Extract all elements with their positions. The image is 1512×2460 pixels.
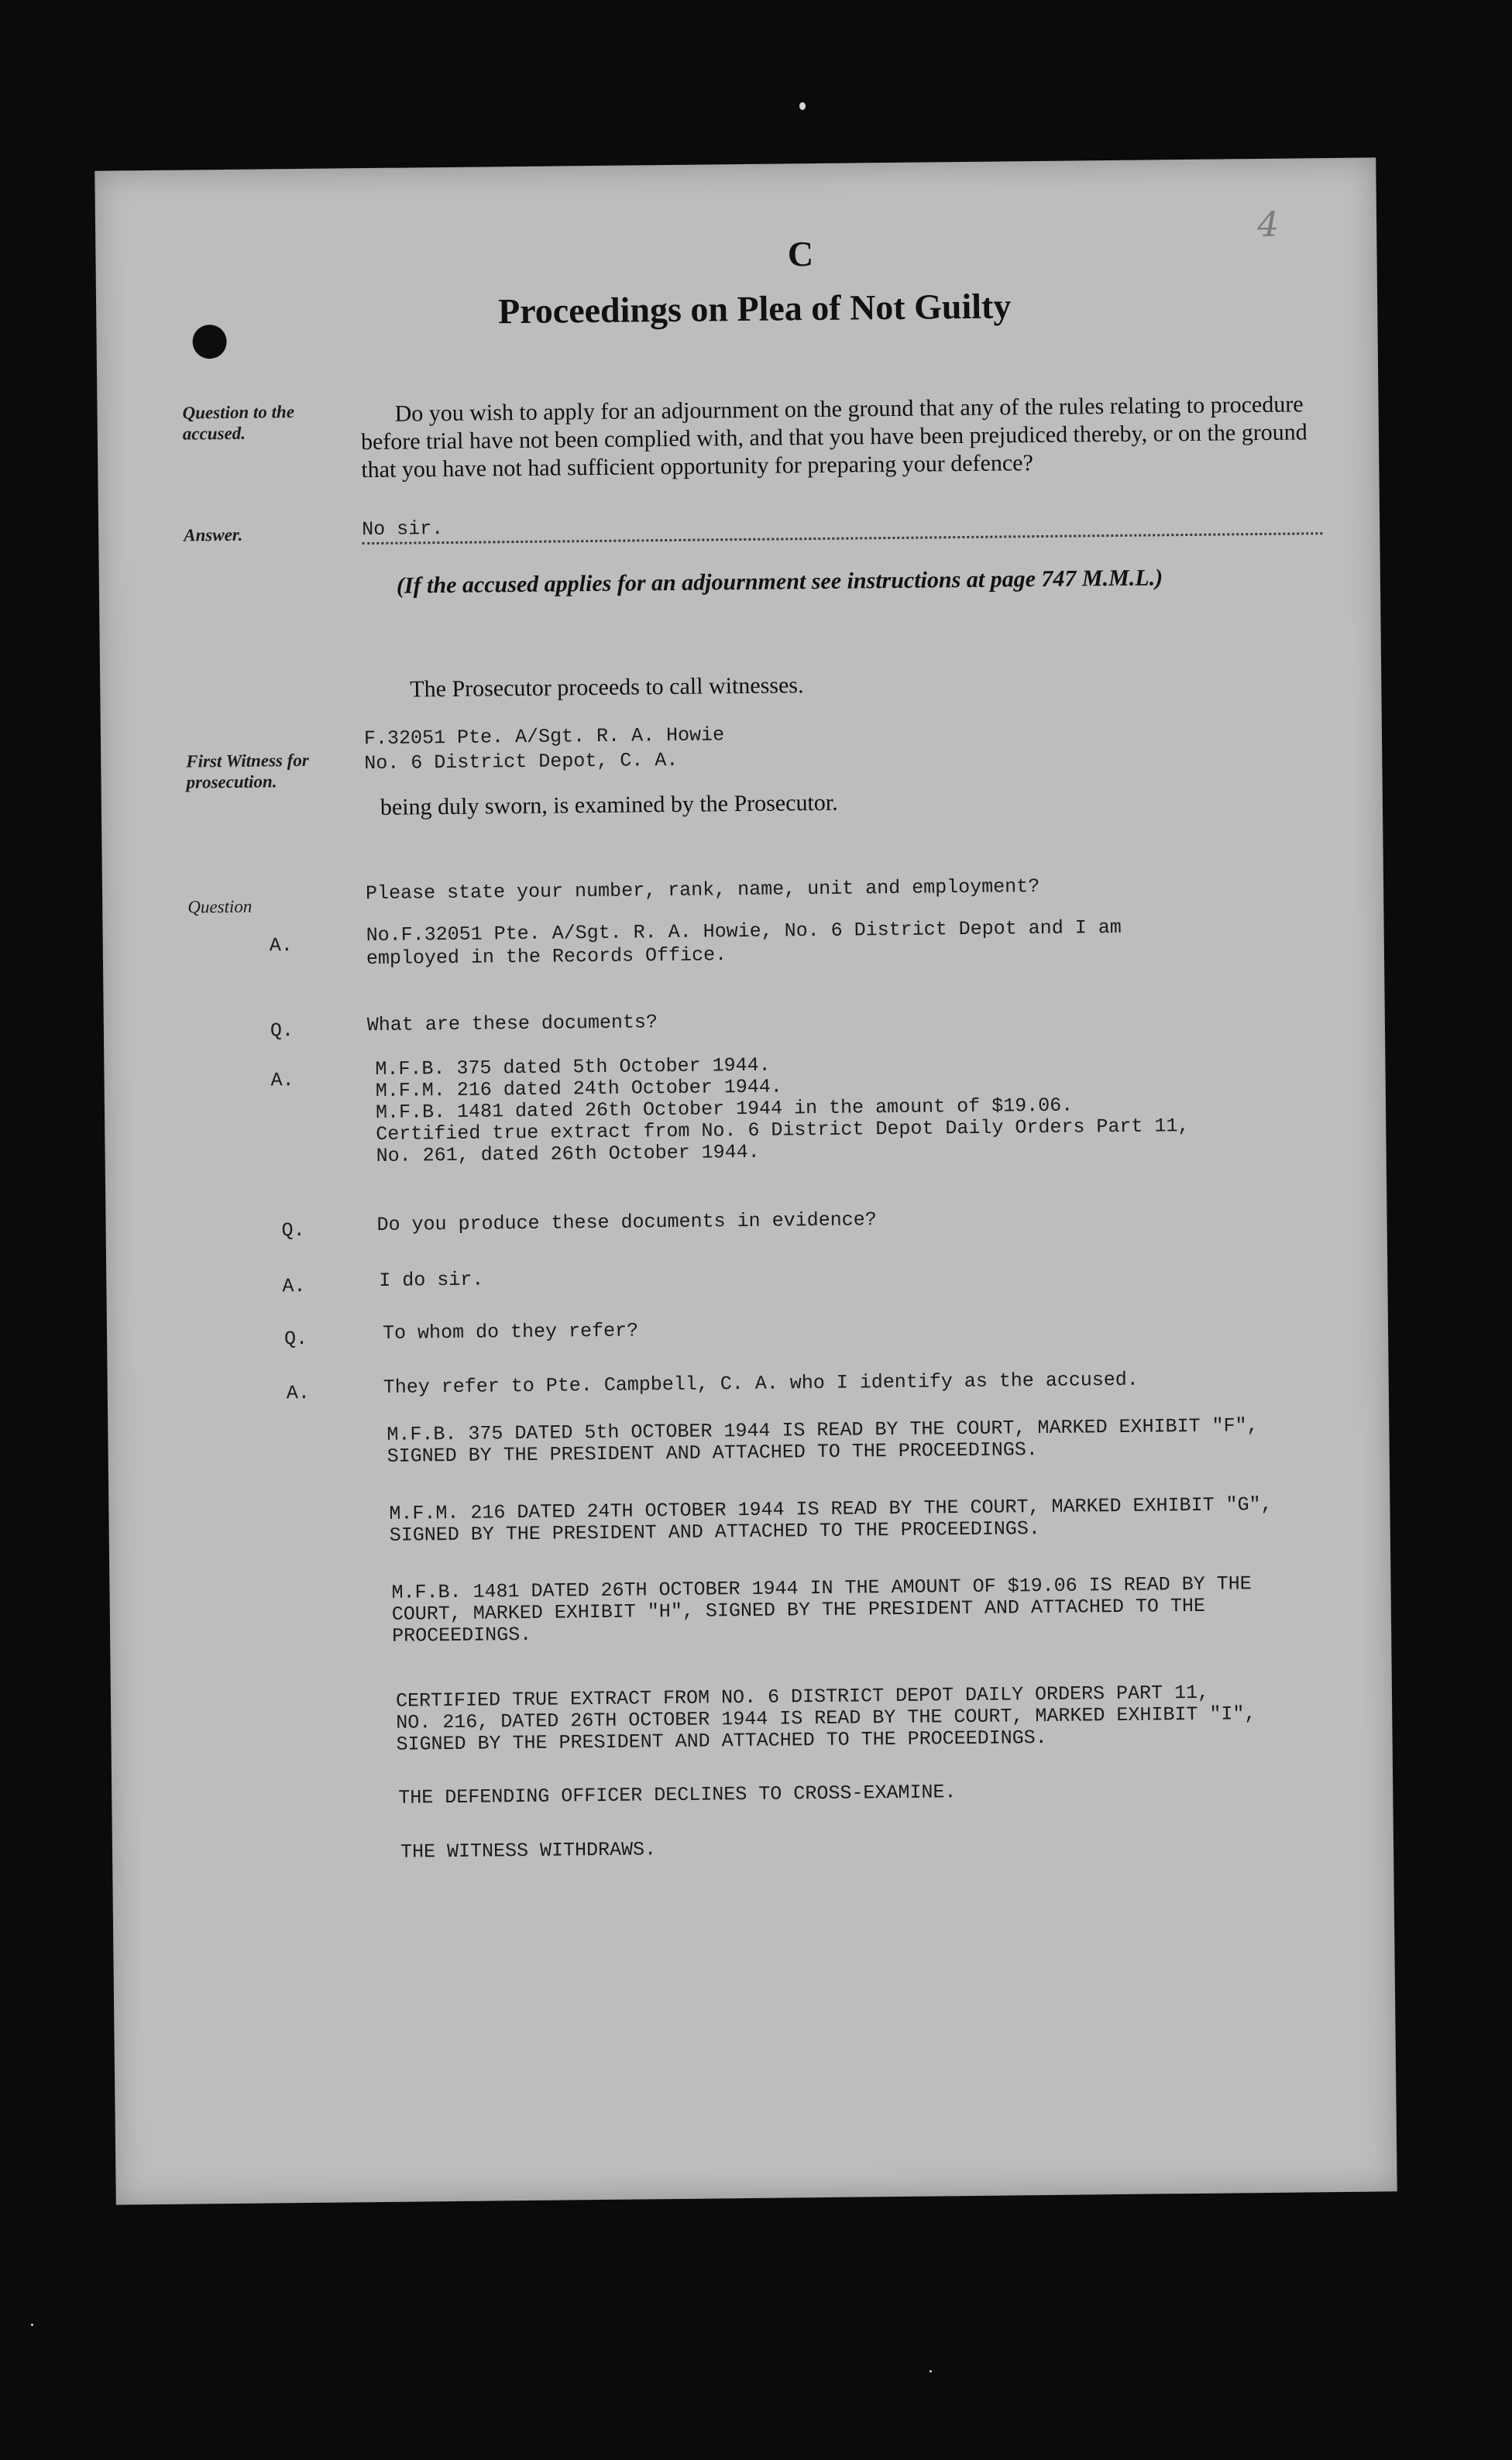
film-speck bbox=[930, 2370, 932, 2372]
prosecutor-calls: The Prosecutor proceeds to call witnesses. bbox=[410, 672, 804, 703]
answer-4: They refer to Pte. Campbell, C. A. who I identify as the accused. bbox=[383, 1368, 1139, 1399]
label-question-to-accused: Question to the accused. bbox=[182, 402, 295, 444]
question-1: Please state your number, rank, name, unit and employment? bbox=[365, 875, 1040, 905]
question-label: Q. bbox=[270, 1019, 294, 1043]
answer-label: A. bbox=[270, 1069, 294, 1092]
question-4: To whom do they refer? bbox=[382, 1319, 639, 1345]
question-2: What are these documents? bbox=[366, 1011, 658, 1037]
document-sheet bbox=[94, 157, 1397, 2204]
exhibit-i-note: CERTIFIED TRUE EXTRACT FROM NO. 6 DISTRICT DEPOT DAILY ORDERS PART 11, NO. 216, DATED 26TH OCTOBER 1944 IS READ BY THE COURT, MARKED EXHIBIT "I", SIGNED BY THE PRESIDENT AND ATTACHED TO THE PROCEEDINGS. bbox=[395, 1681, 1256, 1756]
exhibit-f-note: M.F.B. 375 DATED 5th OCTOBER 1944 IS READ BY THE COURT, MARKED EXHIBIT "F", SIGNED BY THE PRESIDENT AND ATTACHED TO THE PROCEEDINGS. bbox=[387, 1414, 1259, 1468]
answer-label: A. bbox=[286, 1381, 310, 1405]
adjournment-question: Do you wish to apply for an adjournment on the ground that any of the rules relating to procedure before trial have not been complied with, and that you have been prejudiced thereby, or on the ground that you have not had sufficient opportunity for preparing your defence? bbox=[360, 391, 1308, 483]
question-label: Q. bbox=[281, 1218, 305, 1242]
answer-1: No.F.32051 Pte. A/Sgt. R. A. Howie, No. 6 District Depot and I am employed in the Records Office. bbox=[366, 916, 1122, 971]
witness-withdraws: THE WITNESS WITHDRAWS. bbox=[400, 1838, 657, 1864]
punch-hole-icon bbox=[192, 325, 226, 359]
exhibit-h-note: M.F.B. 1481 DATED 26TH OCTOBER 1944 IN THE AMOUNT OF $19.06 IS READ BY THE COURT, MARKED EXHIBIT "H", SIGNED BY THE PRESIDENT AND ATTACHED TO THE PROCEEDINGS. bbox=[391, 1572, 1252, 1647]
duly-sworn: being duly sworn, is examined by the Prosecutor. bbox=[380, 789, 838, 820]
question-3: Do you produce these documents in evidence? bbox=[376, 1208, 877, 1236]
film-speck bbox=[799, 102, 806, 110]
label-answer: Answer. bbox=[184, 524, 243, 545]
witness-line2: No. 6 District Depot, C. A. bbox=[364, 748, 679, 775]
witness-line1: F.32051 Pte. A/Sgt. R. A. Howie bbox=[363, 723, 725, 751]
label-first-witness: First Witness for prosecution. bbox=[186, 750, 309, 792]
form-title: Proceedings on Plea of Not Guilty bbox=[497, 286, 1012, 332]
adjournment-note: (If the accused applies for an adjournment see instructions at page 747 M.M.L.) bbox=[396, 565, 1163, 599]
answer-2: M.F.B. 375 dated 5th October 1944. M.F.M. 216 dated 24th October 1944. M.F.B. 1481 dated 26th October 1944 in the amount of $19.06. Certified true extract from No. 6 District Depot Daily Orders Part 11, No. 261, dated 26th October 1944. bbox=[375, 1053, 1190, 1167]
answer-line bbox=[362, 532, 1322, 545]
question-label: Q. bbox=[284, 1327, 308, 1351]
label-question: Question bbox=[187, 896, 253, 917]
answer-label: A. bbox=[282, 1274, 306, 1298]
form-letter: C bbox=[787, 234, 814, 274]
page-number-mark: 4 bbox=[1256, 204, 1280, 246]
exhibit-g-note: M.F.M. 216 DATED 24TH OCTOBER 1944 IS READ BY THE COURT, MARKED EXHIBIT "G", SIGNED BY THE PRESIDENT AND ATTACHED TO THE PROCEEDINGS. bbox=[389, 1493, 1273, 1547]
film-speck bbox=[31, 2324, 33, 2326]
answer-3: I do sir. bbox=[379, 1268, 484, 1292]
answer-label: A. bbox=[269, 934, 293, 957]
cross-exam-declined: THE DEFENDING OFFICER DECLINES TO CROSS-EXAMINE. bbox=[398, 1781, 957, 1809]
answer-text: No sir. bbox=[362, 517, 444, 541]
